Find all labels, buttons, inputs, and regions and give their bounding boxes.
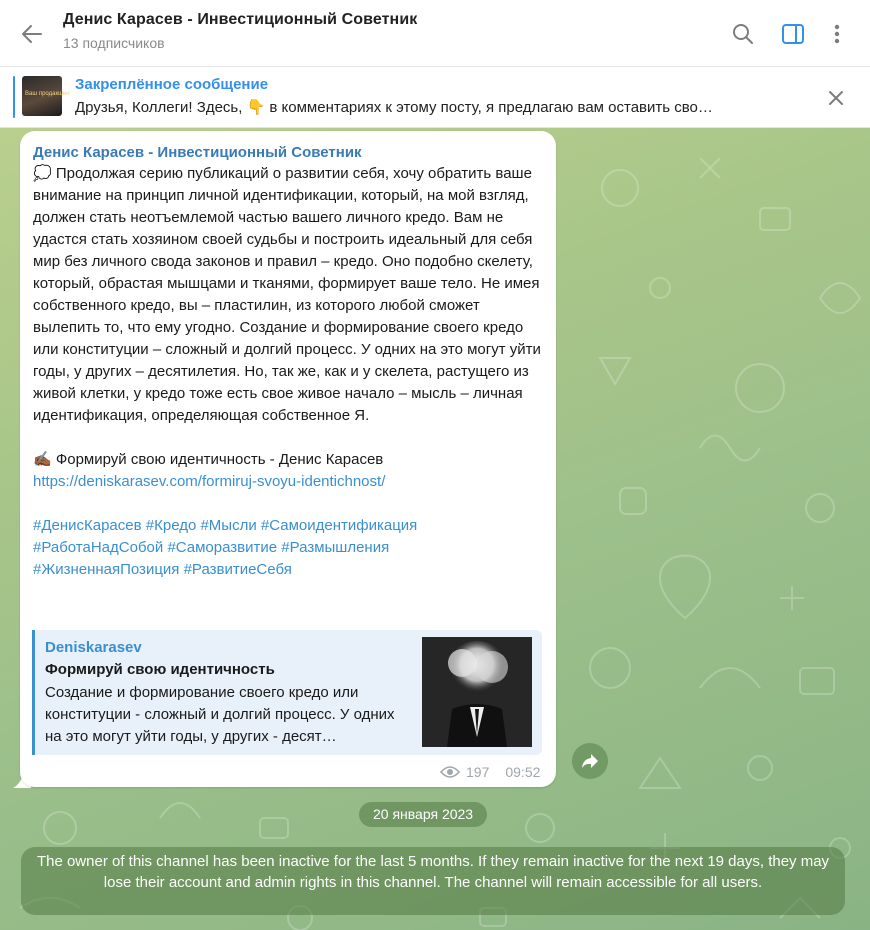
post-time: 09:52 [505, 764, 541, 780]
date-separator: 20 января 2023 [359, 802, 487, 827]
link-preview[interactable] [32, 630, 542, 755]
share-button[interactable] [572, 743, 608, 779]
chat-area[interactable] [0, 128, 870, 930]
link-preview-image [422, 637, 532, 747]
views-eye-icon [440, 765, 460, 779]
post-body [33, 163, 545, 581]
close-icon [828, 90, 844, 106]
share-icon [581, 753, 599, 769]
hashtag[interactable]: #РаботаНадСобой [33, 539, 164, 556]
view-count: 197 [466, 764, 490, 780]
subscriber-count: 13 подписчиков [63, 35, 165, 51]
pinned-message-bar[interactable] [0, 67, 870, 128]
channel-post[interactable] [20, 131, 556, 787]
more-vert-icon [833, 23, 841, 45]
hashtag[interactable]: #ЖизненнаяПозиция [33, 561, 180, 578]
pinned-indicator [13, 76, 15, 118]
blank-line [33, 493, 545, 515]
hashtag[interactable]: #РазвитиеСебя [183, 561, 292, 578]
post-author[interactable]: Денис Карасев - Инвестиционный Советник [33, 144, 362, 161]
more-menu-button[interactable] [822, 19, 852, 49]
hashtag-line-3 [33, 559, 545, 581]
hashtag-line-1 [33, 515, 545, 537]
pinned-text: Друзья, Коллеги! Здесь, 👇 в комментариях к этому посту, я предлагаю вам оставить сво… [75, 99, 713, 116]
post-text: 💭 Продолжая серию публикаций о развитии себя, хочу обратить ваше внимание на принцип личной идентификации, который, на мой взгляд, должен стать неотъемлемой частью вашего личного кредо. Вам не удастся стать хозяином своей судьбы и построить идеальный для себя мир без личного свода законов и правил – кредо. Оно подобно скелету, который, обрастая мышцами и тканями, формирует ваше тело. Не имея собственного кредо, вы – пластилин, из которого любой сможет вылепить то, что ему угодно. Создание и формирование своего кредо или конституции – сложный и долгий процесс. У одних на это могут уйти годы, у других – десятилетия. Но, так же, как и у скелета, растущего из живой клетки, у кредо тоже есть свое живое начало – мысль – личная идентификация, определяющая собственное Я. [33, 165, 541, 424]
pinned-thumbnail [22, 76, 70, 116]
link-preview-bar [32, 630, 35, 755]
pinned-thumbnail-caption: Ваш продакшен [25, 91, 70, 97]
hashtag[interactable]: #Саморазвитие [167, 539, 278, 556]
post-link[interactable]: https://deniskarasev.com/formiruj-svoyu-identichnost/ [33, 473, 386, 490]
pinned-close-button[interactable] [822, 84, 850, 112]
post-signature: ✍🏾 Формируй свою идентичность - Денис Карасев [33, 451, 384, 468]
blank-line [33, 427, 545, 449]
hashtag-line-2 [33, 537, 545, 559]
link-preview-site: Deniskarasev [45, 639, 142, 656]
hashtag[interactable]: #ДенисКарасев [33, 517, 142, 534]
inactivity-notice: The owner of this channel has been inactive for the last 5 months. If they remain inactive for the next 19 days, they may lose their account and admin rights in this channel. The channel will remain accessible for all users. [21, 847, 845, 915]
post-meta [440, 764, 540, 780]
hashtag[interactable]: #Самоидентификация [260, 517, 418, 534]
sidebar-toggle-icon [781, 23, 805, 45]
search-button[interactable] [728, 19, 758, 49]
link-preview-title: Формируй свою идентичность [45, 661, 275, 678]
hashtag[interactable]: #Размышления [281, 539, 390, 556]
sidebar-toggle-button[interactable] [778, 19, 808, 49]
channel-info[interactable] [63, 11, 417, 51]
channel-title: Денис Карасев - Инвестиционный Советник [63, 11, 418, 28]
back-arrow-icon [21, 23, 43, 45]
link-preview-description: Создание и формирование своего кредо или конституции - сложный и долгий процесс. У одних на это могут уйти годы, у других - десят… [45, 684, 395, 745]
hashtag[interactable]: #Мысли [200, 517, 257, 534]
back-button[interactable] [14, 18, 50, 50]
hashtag[interactable]: #Кредо [145, 517, 197, 534]
search-icon [732, 23, 754, 45]
chat-header [0, 0, 870, 67]
pinned-label: Закреплённое сообщение [75, 76, 269, 93]
